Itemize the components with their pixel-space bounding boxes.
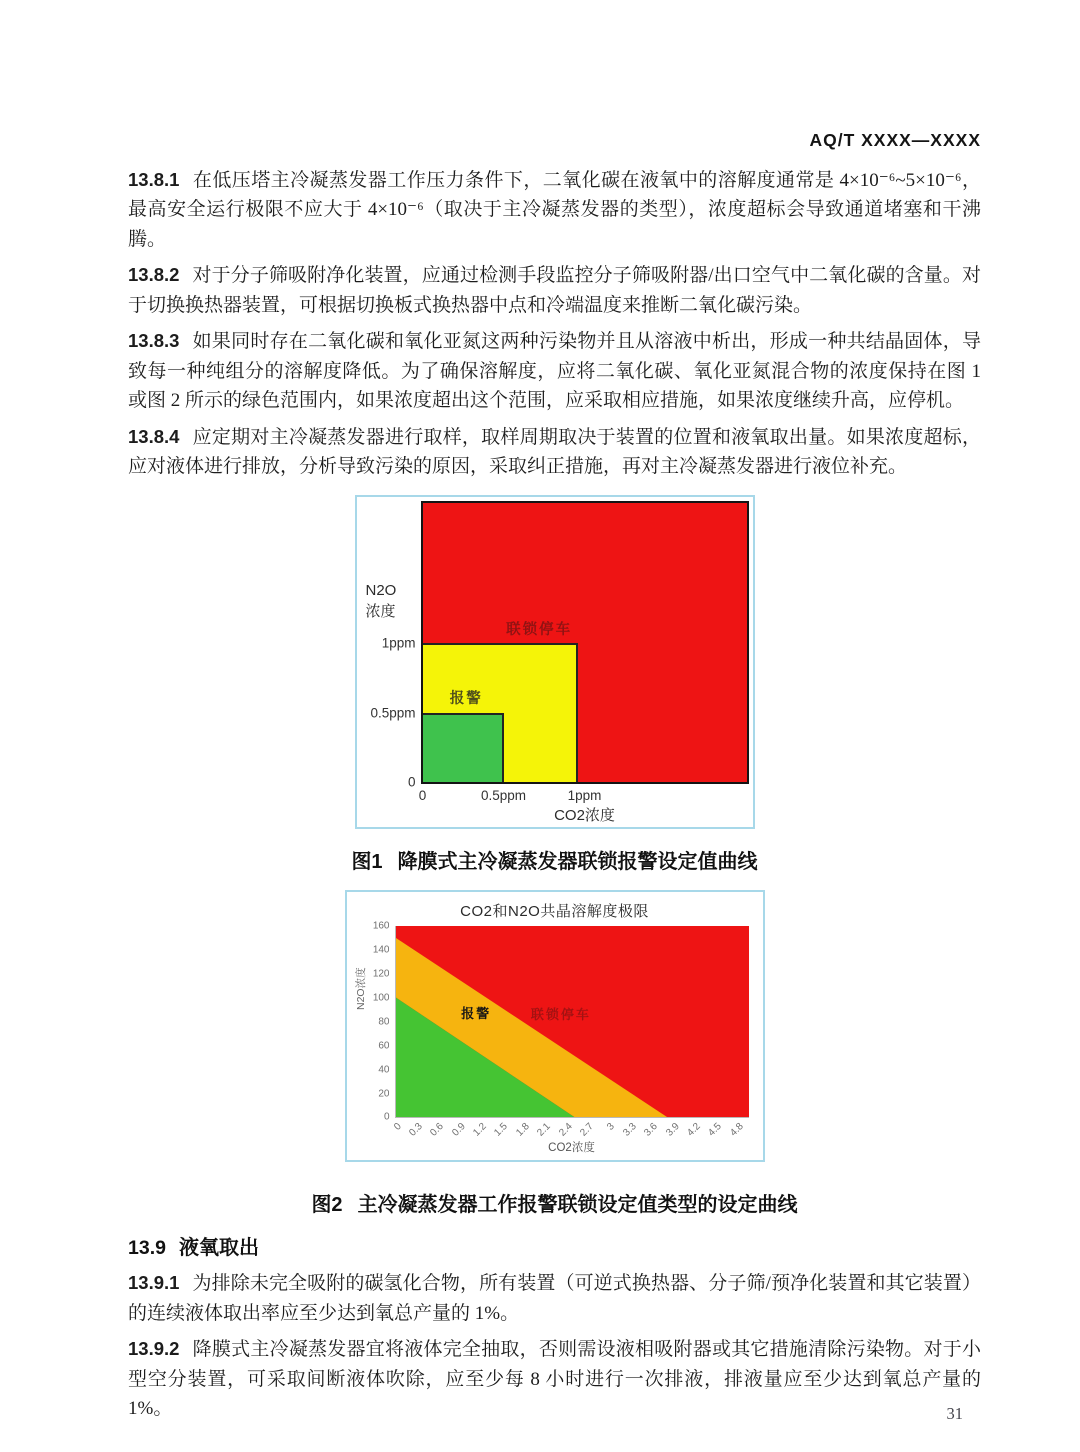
clause-13-9-1: [128, 1269, 981, 1328]
figure1-y-tick: 0: [407, 774, 416, 790]
figure2-x-tick: 2.1: [535, 1121, 554, 1139]
figure2-y-tick: 100: [372, 992, 390, 1004]
clause-text: 如果同时存在二氧化碳和氧化亚氮这两种污染物并且从溶液中析出，形成一种共结晶固体，导致每一种纯组分的溶解度降低。为了确保溶解度，应将二氧化碳、氧化亚氮混合物的浓度保持在图 1 或图 2 所示的绿色范围内，如果浓度超出这个范围，应采取相应措施，如果浓度继续升高，应停机。: [128, 331, 981, 412]
clause-number: 13.8.3: [128, 330, 180, 352]
figure2-x-tick: 4.5: [706, 1121, 725, 1139]
figure2-y-tick: 80: [378, 1016, 390, 1028]
figure1-caption: [128, 845, 981, 874]
figure1-x-axis-label: CO2浓度: [554, 807, 615, 825]
figure2-x-tick: 3: [605, 1121, 618, 1134]
figure2-y-tick: 60: [378, 1040, 390, 1052]
clause-number: 13.8.2: [128, 264, 180, 286]
clause-number: 13.8.4: [128, 425, 180, 447]
figure1-y-tick: 1ppm: [381, 635, 416, 651]
clause-13-8-2: [128, 261, 981, 320]
figure2-x-tick: 3.3: [620, 1121, 639, 1139]
clause-13-9-2: [128, 1335, 981, 1423]
figure2-y-tick: 40: [378, 1064, 390, 1076]
figure2-x-tick: 3.9: [663, 1121, 682, 1139]
section-title: 液氧取出: [178, 1237, 259, 1260]
figure2-x-tick: 2.7: [578, 1121, 596, 1139]
clause-number: 13.9.1: [128, 1272, 180, 1294]
clause-text: 对于分子筛吸附净化装置，应通过检测手段监控分子筛吸附器/出口空气中二氧化碳的含量。对于切换换热器装置，可根据切换板式换热器中点和冷端温度来推断二氧化碳污染。: [128, 265, 981, 316]
figure1-zone-label: 联锁停车: [506, 621, 573, 638]
figure1-x-tick: 1ppm: [567, 788, 602, 804]
figure2-x-tick: 0.9: [449, 1121, 468, 1139]
figure2-y-axis-label: N2O浓度: [354, 967, 367, 1011]
figure2-y-tick: 160: [372, 920, 390, 932]
clause-number: 13.8.1: [128, 169, 180, 190]
figure2-y-tick: 140: [372, 944, 390, 956]
clause-text: 降膜式主冷凝蒸发器宜将液体完全抽取，否则需设液相吸附器或其它措施清除污染物。对于小型空分装置，可采取间断液体吹除，应至少每 8 小时进行一次排液，排液量应至少达到氧总产量的 1%。: [128, 1339, 981, 1420]
figure1-region-normal-green: [423, 713, 504, 783]
figure2-x-tick: 0.3: [407, 1121, 425, 1139]
clause-13-8-4: [128, 423, 981, 482]
figure2-zone-label: 联锁停车: [530, 1007, 591, 1023]
figure2-y-tick: 120: [372, 968, 390, 980]
figure2-x-axis-label: CO2浓度: [548, 1142, 595, 1155]
figure1-x-tick: 0: [418, 788, 427, 804]
figure2-plot: [372, 920, 749, 1139]
clause-text: 为排除未完全吸附的碳氢化合物，所有装置（可逆式换热器、分子筛/预净化装置和其它装置）的连续液体取出率应至少达到氧总产量的 1%。: [128, 1273, 981, 1324]
clause-13-8-3: [128, 327, 981, 415]
figure2-x-tick: 3.6: [642, 1121, 660, 1139]
figure2-caption-text: 主冷凝蒸发器工作报警联锁设定值类型的设定曲线: [357, 1194, 798, 1217]
section-number: 13.9: [128, 1237, 166, 1260]
figure1-y-axis-label: [366, 581, 397, 622]
page-number: 31: [946, 1404, 963, 1423]
figure1-caption-number: 图1: [351, 851, 383, 874]
page-content: [128, 166, 981, 1431]
figure2-title: CO2和N2O共晶溶解度极限: [460, 903, 649, 921]
figure1-y-tick: 0.5ppm: [370, 705, 416, 721]
figure2-x-tick: 2.4: [556, 1121, 575, 1139]
figure2-y-tick: 20: [378, 1088, 390, 1099]
figure1-y-axis-label-line1: N2O: [365, 582, 397, 600]
figure2-x-tick: 1.8: [514, 1121, 532, 1139]
clause-number: 13.9.2: [128, 1338, 180, 1360]
figure2-y-tick: 0: [383, 1111, 390, 1123]
section-13-9-heading: [128, 1231, 981, 1260]
figure1-x-tick: 0.5ppm: [480, 788, 527, 804]
figure2-caption-number: 图2: [311, 1194, 343, 1217]
figure2-caption: [128, 1188, 981, 1217]
figure2-x-tick: 1.2: [471, 1121, 489, 1139]
figure2-x-tick: 1.5: [492, 1121, 511, 1139]
figure1-zone-label: 报警: [449, 691, 483, 708]
figure1-y-axis-label-line2: 浓度: [365, 602, 396, 620]
figure2-chart: [345, 890, 765, 1162]
figure2-x-tick: 0.6: [428, 1121, 447, 1139]
clause-13-8-1: [128, 166, 981, 254]
figure2-x-tick: 4.8: [727, 1121, 746, 1139]
figure2-x-tick: 4.2: [685, 1121, 703, 1139]
clause-text: 在低压塔主冷凝蒸发器工作压力条件下，二氧化碳在液氧中的溶解度通常是 4×10⁻⁶~5×10⁻⁶，最高安全运行极限不应大于 4×10⁻⁶（取决于主冷凝蒸发器的类型），浓度超标会导致通道堵塞和干沸腾。: [128, 170, 981, 250]
figure2-zone-label: 报警: [461, 1005, 492, 1021]
figure1-chart: [355, 495, 755, 829]
figure2-x-tick: 0: [391, 1121, 404, 1134]
doc-code-header: AQ/T XXXX—XXXX: [809, 130, 981, 150]
figure1-caption-text: 降膜式主冷凝蒸发器联锁报警设定值曲线: [397, 851, 758, 874]
clause-text: 应定期对主冷凝蒸发器进行取样，取样周期取决于装置的位置和液氧取出量。如果浓度超标，应对液体进行排放，分析导致污染的原因，采取纠正措施，再对主冷凝蒸发器进行液位补充。: [128, 426, 981, 477]
